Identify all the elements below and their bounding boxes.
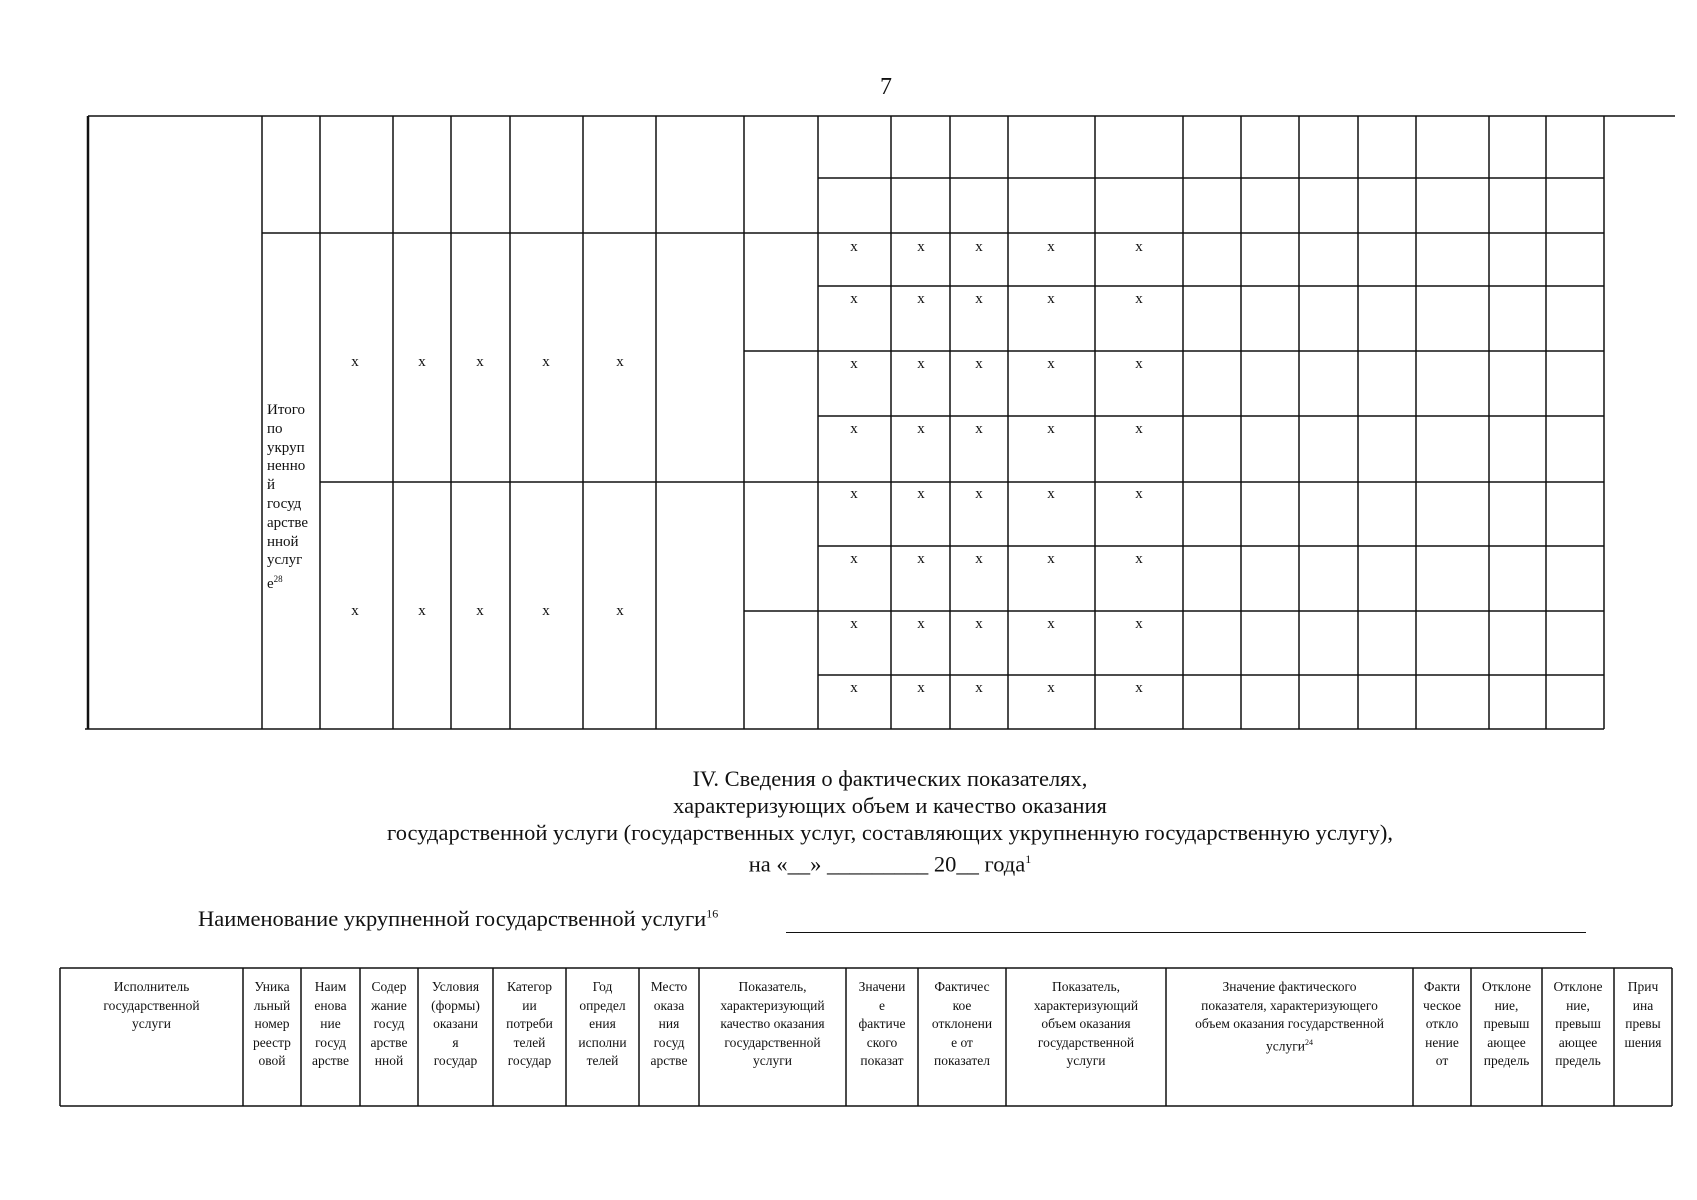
x-mark-cell: x (1047, 239, 1055, 255)
header-cell-line: ина (1632, 997, 1654, 1013)
x-mark-cell: x (1047, 680, 1055, 696)
header-cell-line: исполни (578, 1034, 627, 1050)
x-mark-cell: x (917, 616, 925, 632)
service-name-label (198, 906, 718, 932)
header-cell-line: государ (507, 1053, 552, 1068)
header-cell-line: объем оказания государственной (1195, 1016, 1384, 1031)
total-label-footnote: 28 (273, 574, 283, 585)
header-cell-line: услуги$^{24}$ (1266, 1037, 1313, 1053)
header-cell-line: показат (860, 1053, 904, 1068)
header-cell-line: определ (579, 997, 626, 1013)
header-cell (1614, 978, 1672, 1052)
header-cell (699, 978, 846, 1071)
header-cell-line: реестр (253, 1034, 291, 1050)
header-cell-line: нной (374, 1053, 404, 1068)
header-footnote: 24 (1305, 1037, 1313, 1047)
header-cell-line: арстве (650, 1053, 688, 1068)
header-cell-line: номер (254, 1016, 290, 1031)
header-cell (846, 978, 918, 1071)
total-label (267, 401, 322, 594)
header-cell-line: кое (952, 997, 972, 1013)
header-cell-line: превыш (1555, 1016, 1601, 1031)
header-cell-line: показателя, характеризующего (1201, 997, 1378, 1013)
x-mark-cell: x (1135, 239, 1143, 255)
header-cell-line: Год (592, 979, 613, 994)
header-cell-line: енова (314, 997, 347, 1013)
header-cell (918, 978, 1006, 1071)
total-label-line: е (267, 576, 274, 593)
header-cell-line: предель (1555, 1053, 1601, 1068)
x-mark-cell: x (850, 239, 858, 255)
header-cell-line: я (452, 1034, 459, 1050)
header-cell-line: Содер (371, 979, 407, 994)
x-mark-cell: x (917, 680, 925, 696)
header-cell-line: ние, (1494, 997, 1519, 1013)
header-cell-line: государственной (1037, 1034, 1135, 1050)
header-cell-line: нение (1425, 1034, 1459, 1050)
header-cell-line: арстве (312, 1053, 349, 1068)
x-mark-cell: x (975, 551, 983, 567)
header-cell-line: откло (1425, 1016, 1459, 1031)
header-cell-line: е от (951, 1034, 973, 1050)
x-mark-cell: x (418, 603, 426, 619)
header-cell-line: госуд (315, 1034, 346, 1050)
x-mark-cell: x (1135, 356, 1143, 372)
x-mark-cell: x (1047, 616, 1055, 632)
header-cell-line: шения (1624, 1034, 1662, 1050)
x-mark-cell: x (1135, 421, 1143, 437)
x-mark-cell: x (917, 486, 925, 502)
header-cell-line: Значение фактического (1222, 979, 1357, 994)
header-cell-line: льный (253, 997, 291, 1013)
total-label-text (267, 402, 308, 592)
header-cell (639, 978, 699, 1071)
header-cell-line: (формы) (431, 997, 480, 1013)
x-mark-cell: x (975, 616, 983, 632)
header-cell (1166, 978, 1413, 1056)
section-heading (300, 765, 1480, 878)
header-cell (1471, 978, 1542, 1071)
header-cell-line: Прич (1627, 979, 1659, 994)
header-cell-line: Показатель, (1052, 979, 1120, 994)
header-cell-line: услуги (753, 1053, 792, 1068)
header-cell-line: ения (589, 1016, 616, 1031)
x-mark-cell: x (1047, 291, 1055, 307)
header-cell-line: оказани (433, 1016, 478, 1031)
header-cell-line: показател (934, 1053, 990, 1068)
total-label-line: укруп (267, 439, 305, 456)
header-cell-line: ние, (1566, 997, 1590, 1013)
header-cell-line: Отклоне (1482, 979, 1531, 994)
header-cell-line: ающее (1487, 1034, 1526, 1050)
upper-table-lines (85, 116, 1675, 729)
x-mark-cell: x (616, 603, 624, 619)
x-mark-cell: x (1135, 680, 1143, 696)
x-mark-cell: x (1047, 551, 1055, 567)
x-mark-cell: x (351, 354, 359, 370)
header-cell-line: госуд (653, 1034, 685, 1050)
x-mark-cell: x (917, 551, 925, 567)
total-label-line: госуд (267, 495, 302, 512)
x-mark-cell: x (917, 291, 925, 307)
x-mark-cell: x (542, 354, 550, 370)
header-cell-line: Факти (1423, 979, 1461, 994)
x-mark-cell: x (917, 421, 925, 437)
header-cell-line: ния (658, 1016, 680, 1031)
header-cell-line: Исполнитель (113, 979, 190, 994)
header-cell-line: Показатель, (738, 979, 807, 994)
x-mark-cell: x (1047, 356, 1055, 372)
x-mark-cell: x (850, 680, 858, 696)
x-mark-cell: x (351, 603, 359, 619)
header-cell-line: Условия (431, 979, 480, 994)
header-cell-line: услуги (1066, 1053, 1106, 1068)
x-mark-cell: x (975, 239, 983, 255)
x-mark-cell: x (975, 291, 983, 307)
heading-date-line: на «__» _________ 20__ года (748, 851, 1026, 877)
x-mark-cell: x (850, 356, 858, 372)
header-cell-line: превы (1625, 1016, 1661, 1031)
header-cell-line: отклонени (931, 1016, 993, 1031)
x-mark-cell: x (1047, 486, 1055, 502)
x-mark-cell: x (1135, 291, 1143, 307)
header-cell-line: госуд (373, 1016, 405, 1031)
header-cell-line: Значени (858, 979, 906, 994)
x-mark-cell: x (975, 356, 983, 372)
header-cell-line: фактиче (858, 1016, 906, 1031)
header-cell-line: государственной (103, 997, 200, 1013)
service-name-blank-line (786, 932, 1586, 933)
x-mark-cell: x (975, 486, 983, 502)
header-cell-line: Отклоне (1553, 979, 1603, 994)
x-mark-cell: x (476, 354, 484, 370)
total-label-line: ненно (267, 458, 306, 475)
total-label-line: Итого (267, 402, 305, 418)
header-cell (1006, 978, 1166, 1071)
x-mark-cell: x (917, 239, 925, 255)
x-mark-cell: x (1047, 421, 1055, 437)
service-name-footnote: 16 (706, 906, 719, 921)
header-cell (301, 978, 360, 1071)
header-cell (418, 978, 493, 1071)
x-mark-cell: x (542, 603, 550, 619)
x-mark-cell: x (975, 680, 983, 696)
x-mark-cell: x (917, 356, 925, 372)
x-mark-cell: x (418, 354, 426, 370)
header-cell (1542, 978, 1614, 1071)
total-label-line: услуг (267, 552, 303, 569)
x-mark-cell: x (476, 603, 484, 619)
x-mark-cell: x (850, 421, 858, 437)
header-cell-line: телей (586, 1053, 619, 1068)
header-cell-line: характеризующий (720, 997, 825, 1013)
header-cell-line: Категор (506, 979, 553, 994)
x-mark-cell: x (850, 616, 858, 632)
header-cell-line: телей (513, 1034, 546, 1050)
header-cell-line: государственной (724, 1034, 821, 1050)
header-cell (1413, 978, 1471, 1071)
header-cell-line: от (1435, 1053, 1449, 1068)
x-mark-cell: x (850, 486, 858, 502)
header-cell (360, 978, 418, 1071)
header-cell (566, 978, 639, 1071)
header-cell-line: превыш (1483, 1016, 1530, 1031)
page-number: 7 (880, 74, 892, 100)
header-cell-line: ающее (1558, 1034, 1598, 1050)
heading-footnote: 1 (1025, 852, 1032, 866)
header-cell-line: Уника (254, 979, 290, 994)
header-cell-line: арстве (370, 1034, 408, 1050)
header-cell-line: Фактичес (934, 979, 990, 994)
header-cell-line: государ (433, 1053, 478, 1068)
header-cell-line: объем оказания (1041, 1016, 1131, 1031)
header-cell (60, 978, 243, 1034)
header-cell-line: ского (866, 1034, 898, 1050)
total-label-line: нной (267, 533, 299, 550)
x-mark-cell: x (850, 551, 858, 567)
total-label-line: арстве (267, 514, 309, 531)
heading-line-2: характеризующих объем и качество оказания (673, 793, 1107, 818)
header-cell-line: характеризующий (1033, 997, 1139, 1013)
x-mark-cell: x (850, 291, 858, 307)
x-mark-cell: x (1135, 551, 1143, 567)
header-cell-line: услуги (132, 1016, 171, 1031)
header-cell-line: Место (650, 979, 688, 994)
total-label-line: по (267, 420, 283, 437)
heading-line-3: государственной услуги (государственных услуг, составляющих укрупненную государственную услугу), (387, 820, 1393, 845)
header-cell-line: жание (371, 997, 407, 1013)
x-mark-cell: x (975, 421, 983, 437)
heading-line-1: IV. Сведения о фактических показателях, (692, 766, 1088, 791)
header-cell-line: качество оказания (720, 1016, 825, 1031)
header-cell-line: е (879, 997, 885, 1013)
header-cell-line: ческое (1423, 997, 1461, 1013)
header-cell (493, 978, 566, 1071)
header-cell-line: предель (1483, 1053, 1530, 1068)
header-cell-line: Наим (314, 979, 347, 994)
service-name-text: Наименование укрупненной государственной услуги (198, 906, 707, 931)
x-mark-cell: x (1135, 486, 1143, 502)
x-mark-cell: x (616, 354, 624, 370)
x-mark-cell: x (1135, 616, 1143, 632)
header-cell-line: оказа (653, 997, 685, 1013)
header-cell-line: ии (522, 997, 537, 1013)
heading-line-4 (300, 846, 1480, 878)
header-cell-line: потреби (506, 1016, 553, 1031)
header-cell-line: овой (258, 1053, 286, 1068)
header-cell (243, 978, 301, 1071)
header-cell-line: ние (320, 1016, 341, 1031)
total-label-line: й (267, 477, 276, 494)
